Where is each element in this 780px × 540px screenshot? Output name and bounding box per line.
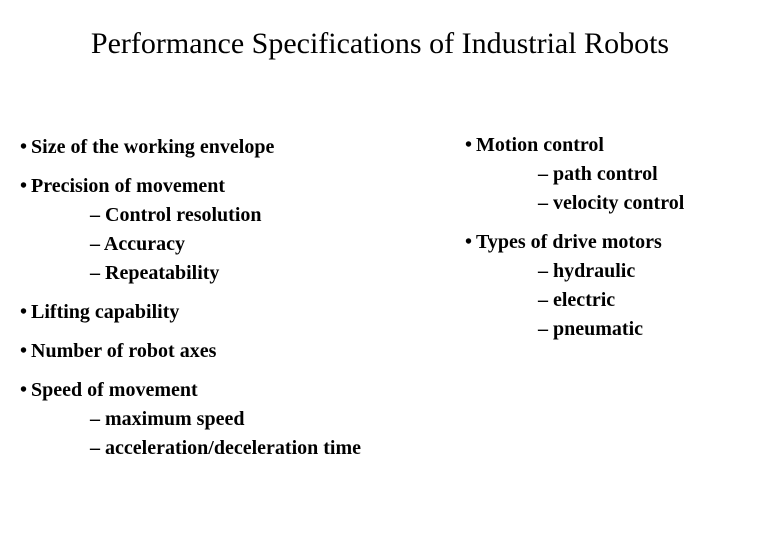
right-column bbox=[465, 131, 765, 354]
bullet-text: Size of the working envelope bbox=[31, 136, 275, 158]
bullet-text: Number of robot axes bbox=[31, 340, 217, 362]
bullet-item bbox=[465, 131, 765, 218]
sub-item: – acceleration/deceleration time bbox=[90, 437, 361, 459]
bullet-text: Motion control bbox=[476, 134, 604, 156]
bullet-text: Precision of movement bbox=[31, 175, 226, 197]
sub-list bbox=[465, 257, 765, 344]
slide-title: Performance Specifications of Industrial Robots bbox=[90, 27, 670, 60]
left-column bbox=[20, 133, 460, 473]
sub-item: – hydraulic bbox=[538, 260, 636, 282]
bullet-item bbox=[20, 298, 460, 327]
bullet-item bbox=[20, 172, 460, 288]
bullet-item bbox=[465, 228, 765, 344]
bullet-text: Types of drive motors bbox=[476, 231, 662, 253]
bullet-icon: • bbox=[465, 231, 473, 253]
bullet-icon: • bbox=[20, 301, 28, 323]
sub-list bbox=[20, 405, 460, 463]
sub-list bbox=[465, 160, 765, 218]
bullet-item bbox=[20, 376, 460, 463]
sub-item: – velocity control bbox=[538, 192, 685, 214]
sub-item: – Accuracy bbox=[90, 233, 185, 255]
sub-item: – maximum speed bbox=[90, 408, 245, 430]
bullet-item bbox=[20, 337, 460, 366]
bullet-icon: • bbox=[20, 136, 28, 158]
sub-item: – Control resolution bbox=[90, 204, 262, 226]
bullet-icon: • bbox=[20, 175, 28, 197]
sub-item: – electric bbox=[538, 289, 616, 311]
bullet-text: Speed of movement bbox=[31, 379, 198, 401]
bullet-icon: • bbox=[20, 340, 28, 362]
sub-item: – Repeatability bbox=[90, 262, 220, 284]
bullet-icon: • bbox=[465, 134, 473, 156]
sub-item: – pneumatic bbox=[538, 318, 643, 340]
sub-list bbox=[20, 201, 460, 288]
bullet-text: Lifting capability bbox=[31, 301, 180, 323]
bullet-icon: • bbox=[20, 379, 28, 401]
bullet-item bbox=[20, 133, 460, 162]
sub-item: – path control bbox=[538, 163, 658, 185]
